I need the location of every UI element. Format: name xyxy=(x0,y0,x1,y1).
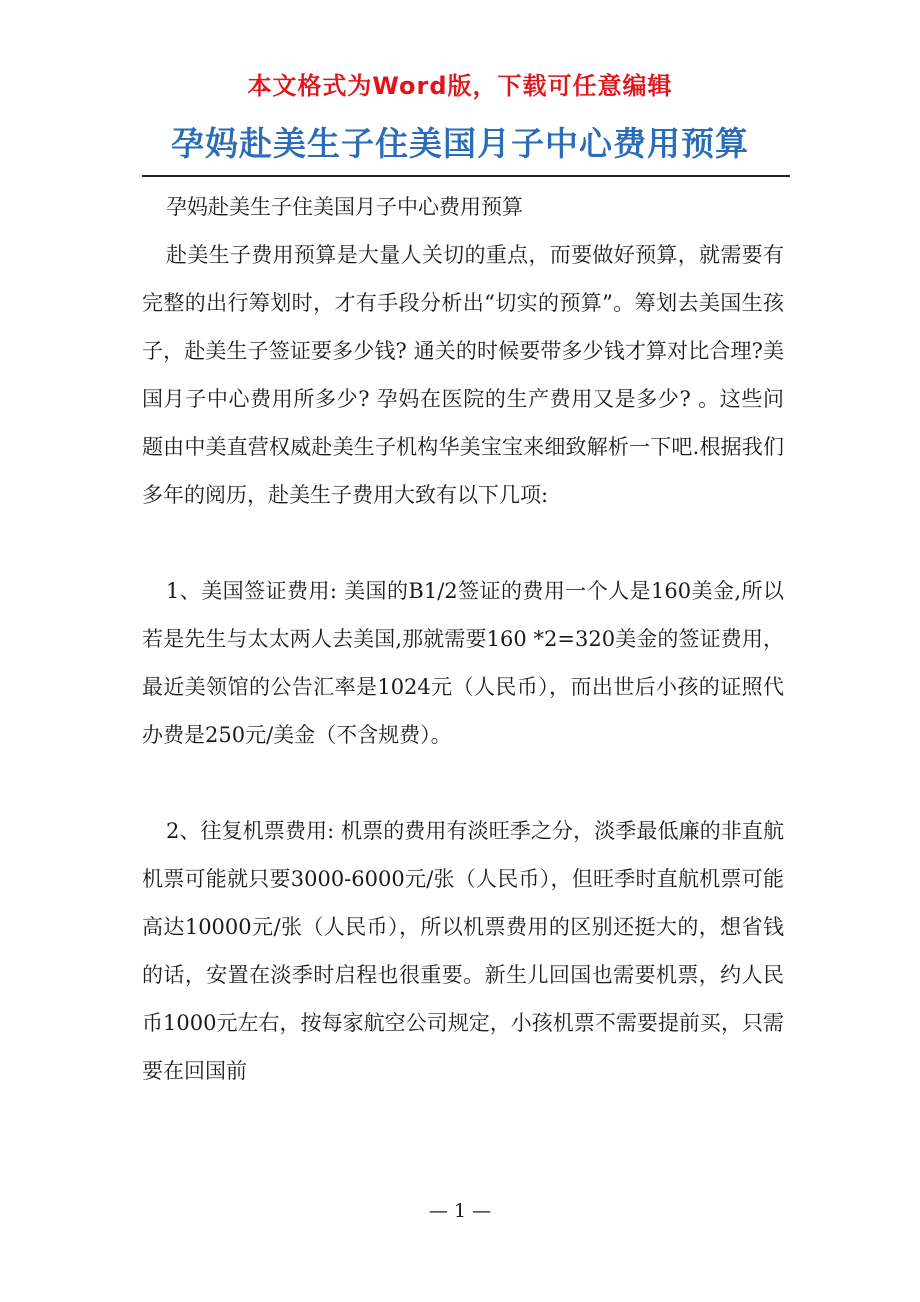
paragraph-visa-fee: 1、美国签证费用: 美国的B1/2签证的费用一个人是160美金,所以若是先生与太太两人去美国,那就需要160 *2=320美金的签证费用，最近美领馆的公告汇率是1024元（人民币），而出世后小孩的证照代办费是250元/美金（不含规费）。 xyxy=(142,579,784,747)
document-title: 孕妈赴美生子住美国月子中心费用预算 xyxy=(171,124,749,163)
paragraph-airfare: 2、往复机票费用: 机票的费用有淡旺季之分，淡季最低廉的非直航机票可能就只要3000-6000元/张（人民币），但旺季时直航机票可能高达10000元/张（人民币），所以机票费用的区别还挺大的，想省钱的话，安置在淡季时启程也很重要。新生儿回国也需要机票，约人民币1000元左右，按每家航空公司规定，小孩机票不需要提前买，只需要在回国前 xyxy=(142,819,784,1083)
page-number: — 1 — xyxy=(428,1200,492,1222)
document-body xyxy=(142,183,784,1095)
paragraph-intro: 赴美生子费用预算是大量人关切的重点，而要做好预算，就需要有完整的出行筹划时，才有手段分析出“切实的预算”。筹划去美国生孩子，赴美生子签证要多少钱? 通关的时候要带多少钱才算对比合理?美国月子中心费用所多少? 孕妈在医院的生产费用又是多少? 。这些问题由中美直营权威赴美生子机构华美宝宝来细致解析一下吧.根据我们多年的阅历，赴美生子费用大致有以下几项: xyxy=(142,243,784,507)
format-notice: 本文格式为Word版，下载可任意编辑 xyxy=(247,72,673,100)
title-divider xyxy=(142,175,790,177)
body-subtitle: 孕妈赴美生子住美国月子中心费用预算 xyxy=(166,195,523,219)
